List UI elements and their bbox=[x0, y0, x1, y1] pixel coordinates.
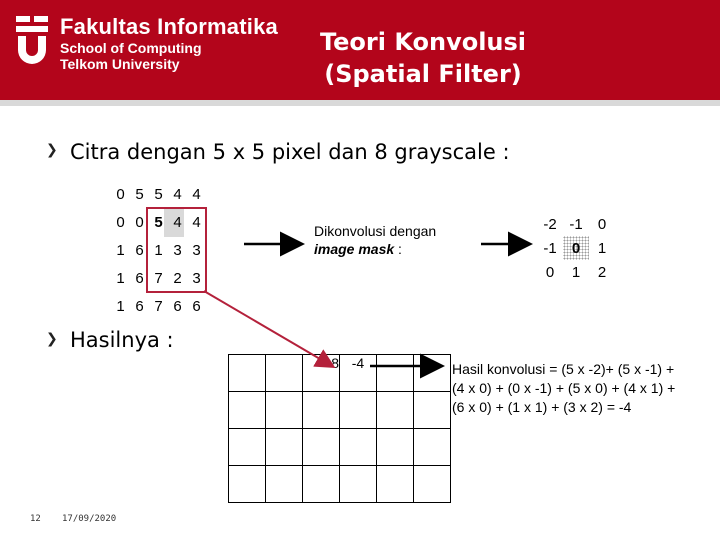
matrix-cell: 4 bbox=[192, 185, 201, 203]
mask-cell: -1 bbox=[543, 239, 557, 257]
mask-cell: 0 bbox=[545, 263, 555, 281]
matrix-cell: 3 bbox=[173, 241, 182, 259]
institution-university: Telkom University bbox=[60, 56, 180, 72]
convolution-result-text: Hasil konvolusi = (5 x -2)+ (5 x -1) + (4 x 0) + (0 x -1) + (5 x 0) + (4 x 1) + (6 x 0) + (1 x 1) + (3 x 2) = -4 bbox=[452, 361, 676, 415]
matrix-cell: 5 bbox=[154, 185, 163, 203]
slide-date: 17/09/2020 bbox=[62, 514, 117, 524]
mask-description: Dikonvolusi dengan image mask : bbox=[314, 223, 437, 257]
bullet-chevron-icon: ❯ bbox=[46, 331, 58, 347]
bullet-chevron-icon: ❯ bbox=[46, 142, 58, 158]
institution-name: Fakultas Informatika bbox=[60, 14, 278, 39]
matrix-cell: 6 bbox=[135, 241, 144, 259]
mask-cell: -2 bbox=[543, 215, 557, 233]
matrix-cell: 4 bbox=[192, 213, 201, 231]
matrix-cell: 3 bbox=[192, 241, 201, 259]
matrix-cell: 6 bbox=[135, 297, 144, 315]
matrix-cell: 3 bbox=[192, 269, 201, 287]
matrix-cell: 4 bbox=[173, 185, 182, 203]
bullet-text-1: Citra dengan 5 x 5 pixel dan 8 grayscale : bbox=[70, 140, 510, 164]
result-cell: 8 bbox=[303, 355, 340, 392]
matrix-cell: 0 bbox=[116, 185, 125, 203]
matrix-cell: 4 bbox=[173, 213, 182, 231]
matrix-cell: 2 bbox=[173, 269, 182, 287]
mask-cell: 1 bbox=[597, 239, 607, 257]
mask-cell-center: 0 bbox=[563, 236, 589, 260]
matrix-cell: 1 bbox=[154, 241, 163, 259]
matrix-cell: 7 bbox=[154, 297, 163, 315]
matrix-cell: 0 bbox=[135, 213, 144, 231]
mask-cell: 2 bbox=[597, 263, 607, 281]
institution-school: School of Computing bbox=[60, 40, 202, 56]
result-cell: -4 bbox=[340, 355, 377, 392]
matrix-cell: 1 bbox=[116, 241, 125, 259]
matrix-cell: 6 bbox=[192, 297, 201, 315]
bullet-text-2: Hasilnya : bbox=[70, 328, 174, 352]
matrix-cell-center: 5 bbox=[154, 213, 163, 231]
mask-cell: -1 bbox=[569, 215, 583, 233]
mask-cell: 1 bbox=[571, 263, 581, 281]
matrix-cell: 5 bbox=[135, 185, 144, 203]
matrix-cell: 0 bbox=[116, 213, 125, 231]
matrix-cell: 6 bbox=[173, 297, 182, 315]
matrix-cell: 6 bbox=[135, 269, 144, 287]
slide-title: Teori Konvolusi (Spatial Filter) bbox=[319, 28, 527, 88]
matrix-cell: 1 bbox=[116, 269, 125, 287]
mask-cell: 0 bbox=[597, 215, 607, 233]
slide-number: 12 bbox=[30, 514, 41, 524]
matrix-cell: 7 bbox=[154, 269, 163, 287]
matrix-cell: 1 bbox=[116, 297, 125, 315]
arrow-pixel-to-result-icon bbox=[204, 291, 332, 366]
